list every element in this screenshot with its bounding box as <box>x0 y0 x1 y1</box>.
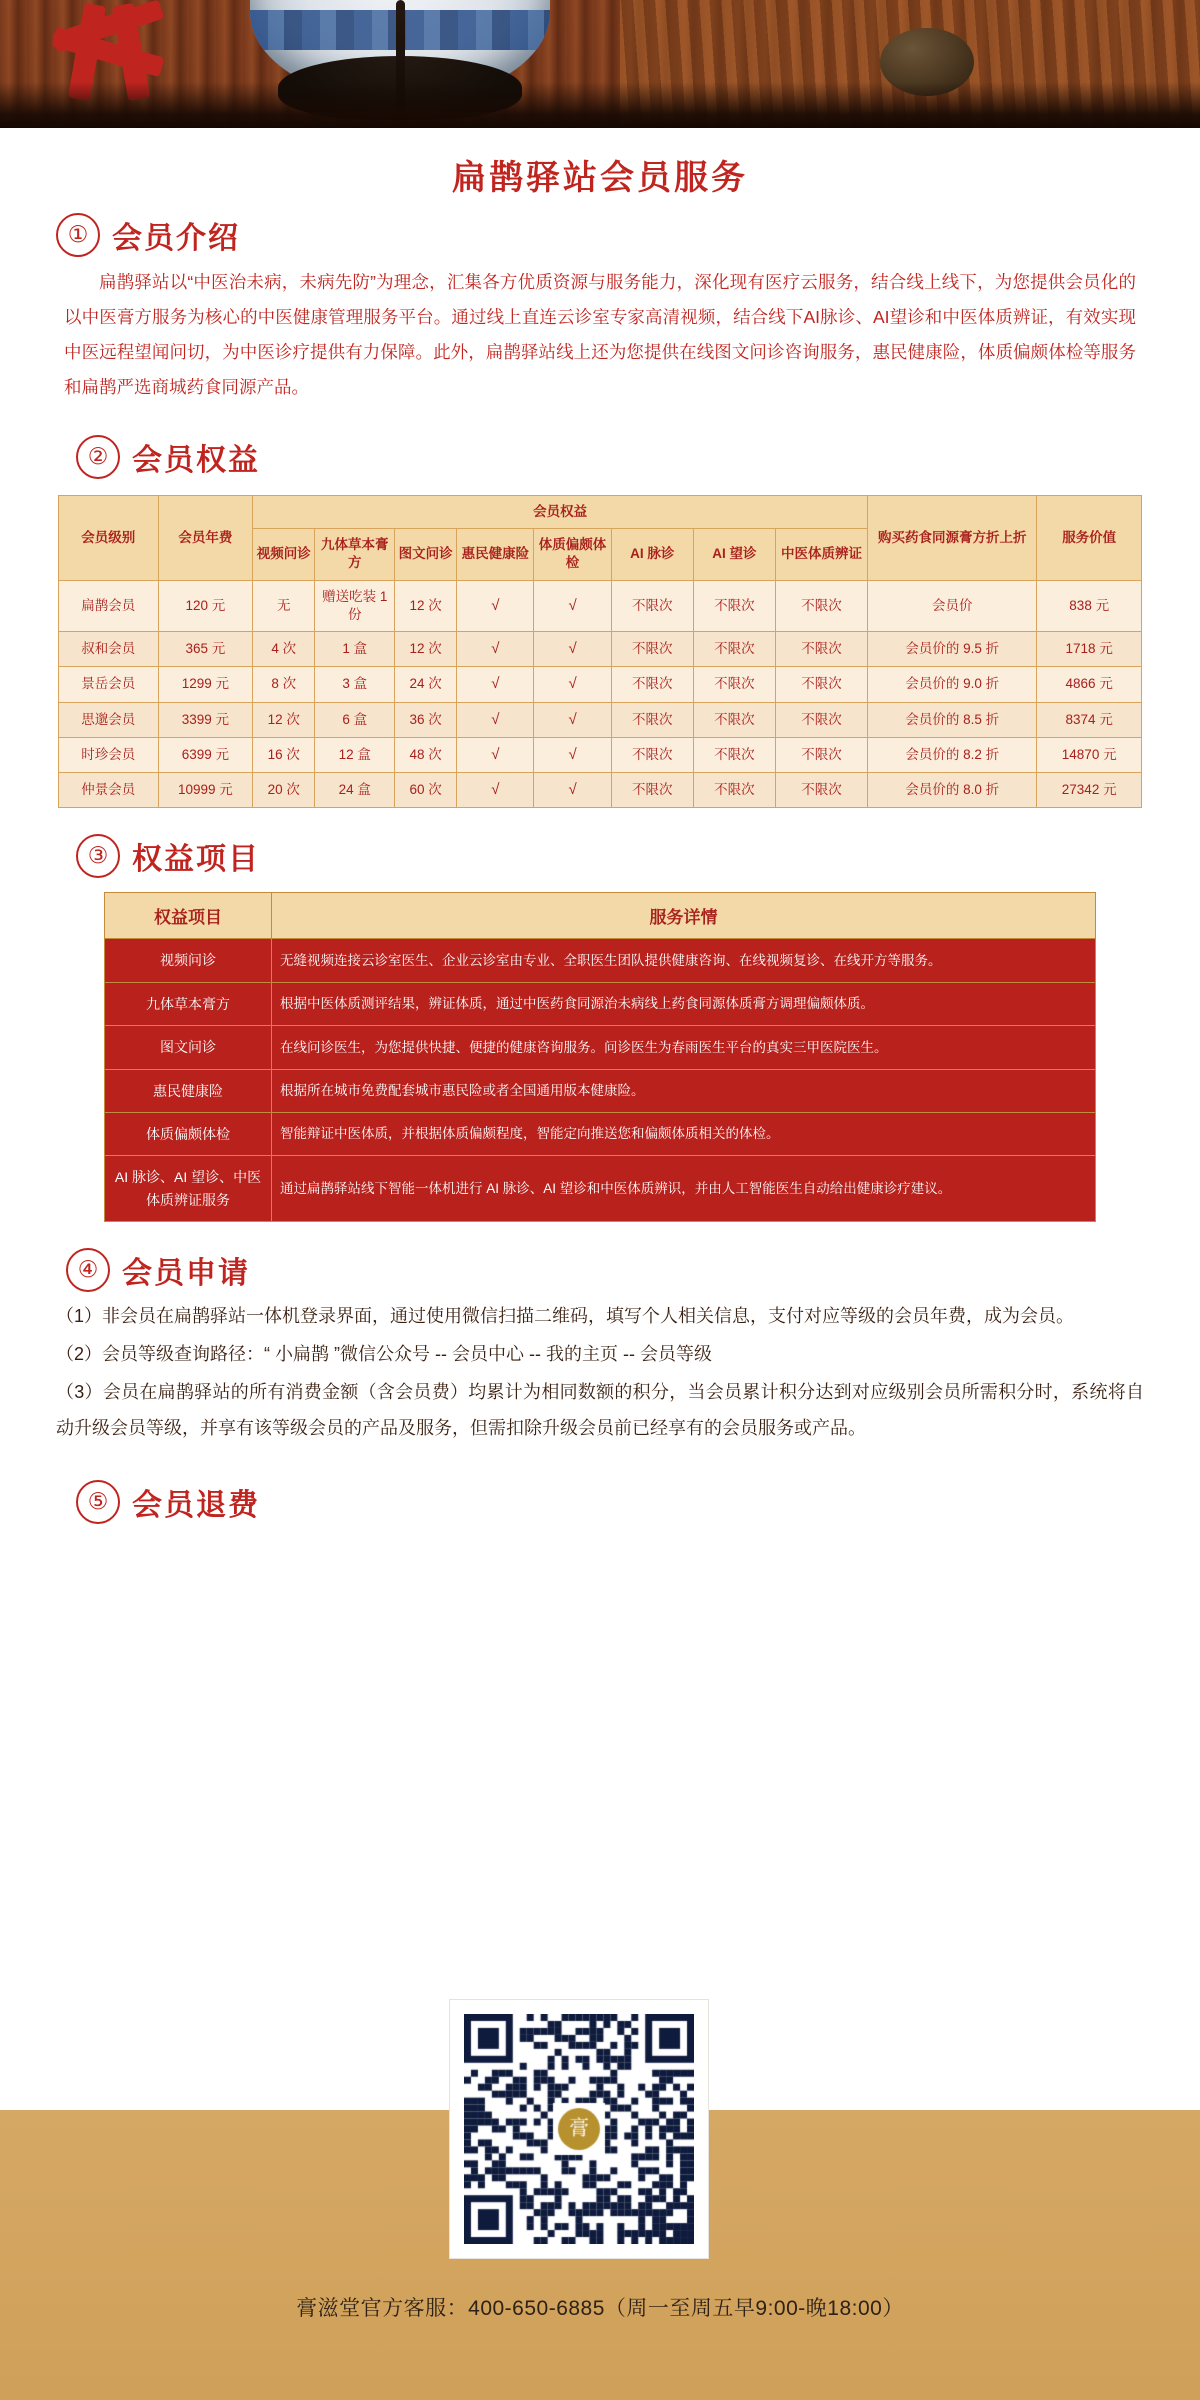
table-cell: 无 <box>253 580 315 631</box>
table-cell: 1299 元 <box>158 667 253 702</box>
table-cell: 12 次 <box>253 702 315 737</box>
table-cell: 16 次 <box>253 737 315 772</box>
table-cell: √ <box>457 773 534 808</box>
section-heading-refund <box>0 1480 1200 1524</box>
table-cell: 不限次 <box>775 667 867 702</box>
item-detail-cell: 根据中医体质测评结果，辨证体质，通过中医药食同源治未病线上药食同源体质膏方调理偏颇体质。 <box>272 982 1096 1025</box>
items-header-detail: 服务详情 <box>272 893 1096 939</box>
header-text-consult: 图文问诊 <box>395 529 457 580</box>
hero-banner <box>0 0 1200 128</box>
table-cell: 会员价的 8.5 折 <box>868 702 1037 737</box>
table-cell: 14870 元 <box>1037 737 1142 772</box>
item-detail-cell: 无缝视频连接云诊室医生、企业云诊室由专业、全职医生团队提供健康咨询、在线视频复诊、在线开方等服务。 <box>272 939 1096 982</box>
table-cell: 6399 元 <box>158 737 253 772</box>
table-cell: 4866 元 <box>1037 667 1142 702</box>
item-detail-cell: 在线问诊医生，为您提供快捷、便捷的健康咨询服务。问诊医生为春雨医生平台的真实三甲医院医生。 <box>272 1026 1096 1069</box>
table-cell: 365 元 <box>158 632 253 667</box>
table-cell: 不限次 <box>693 737 775 772</box>
item-detail-cell: 智能辩证中医体质，并根据体质偏颇程度，智能定向推送您和偏颇体质相关的体检。 <box>272 1112 1096 1155</box>
item-name-cell: 视频问诊 <box>105 939 272 982</box>
items-table-wrapper <box>104 892 1096 1222</box>
table-cell: 不限次 <box>611 702 693 737</box>
customer-service-text: 膏滋堂官方客服：400-650-6885（周一至周五早9:00-晚18:00） <box>296 2297 904 2320</box>
table-cell: √ <box>534 580 611 631</box>
table-cell: √ <box>534 667 611 702</box>
table-cell: 不限次 <box>611 773 693 808</box>
table-cell: 思邈会员 <box>59 702 159 737</box>
section-title-3: 权益项目 <box>132 843 260 877</box>
table-cell: 时珍会员 <box>59 737 159 772</box>
item-detail-cell: 通过扁鹊驿站线下智能一体机进行 AI 脉诊、AI 望诊和中医体质辨识，并由人工智能医生自动给出健康诊疗建议。 <box>272 1156 1096 1222</box>
section-heading-benefits <box>0 435 1200 479</box>
table-cell: 不限次 <box>693 632 775 667</box>
section-title-4: 会员申请 <box>122 1257 250 1291</box>
qr-code-icon[interactable] <box>464 2014 694 2244</box>
section-title-5: 会员退费 <box>132 1489 260 1523</box>
table-cell: 赠送吃装 1 份 <box>315 580 395 631</box>
items-table-head <box>105 893 1096 939</box>
table-cell: 6 盒 <box>315 702 395 737</box>
benefits-table <box>58 495 1142 808</box>
section-number-4: ④ <box>66 1248 110 1292</box>
table-row <box>105 1156 1096 1222</box>
table-cell: √ <box>457 667 534 702</box>
apply-steps-list <box>56 1298 1144 1446</box>
table-cell: 扁鹊会员 <box>59 580 159 631</box>
table-cell: 8374 元 <box>1037 702 1142 737</box>
header-discount: 购买药食同源膏方折上折 <box>868 496 1037 581</box>
page-title: 扁鹊驿站会员服务 <box>452 159 748 197</box>
table-cell: 不限次 <box>611 580 693 631</box>
table-cell: 不限次 <box>775 773 867 808</box>
header-ai-pulse: AI 脉诊 <box>611 529 693 580</box>
qr-code-box[interactable] <box>450 2000 708 2258</box>
table-row <box>59 702 1142 737</box>
header-fee: 会员年费 <box>158 496 253 581</box>
table-cell: 不限次 <box>775 737 867 772</box>
section-number-3: ③ <box>76 834 120 878</box>
item-name-cell: 体质偏颇体检 <box>105 1112 272 1155</box>
table-cell: 不限次 <box>611 667 693 702</box>
table-cell: 会员价的 8.0 折 <box>868 773 1037 808</box>
header-checkup: 体质偏颇体检 <box>534 529 611 580</box>
table-cell: 36 次 <box>395 702 457 737</box>
table-row <box>105 1069 1096 1112</box>
table-row <box>59 773 1142 808</box>
header-ai-look: AI 望诊 <box>693 529 775 580</box>
header-group-benefits: 会员权益 <box>253 496 868 529</box>
table-cell: 不限次 <box>611 737 693 772</box>
header-value: 服务价值 <box>1037 496 1142 581</box>
header-video: 视频问诊 <box>253 529 315 580</box>
table-cell: 叔和会员 <box>59 632 159 667</box>
table-cell: 1 盒 <box>315 632 395 667</box>
section-heading-apply <box>0 1248 1200 1292</box>
items-header-name: 权益项目 <box>105 893 272 939</box>
table-cell: 不限次 <box>611 632 693 667</box>
footer-band <box>0 2110 1200 2400</box>
table-row <box>105 982 1096 1025</box>
intro-paragraph: 扁鹊驿站以“中医治未病，未病先防”为理念，汇集各方优质资源与服务能力，深化现有医疗云服务，结合线上线下，为您提供会员化的以中医膏方服务为核心的中医健康管理服务平台。通过线上直连云诊室专家高清视频，结合线下AI脉诊、AI望诊和中医体质辨证，有效实现中医远程望闻问切，为中医诊疗提供有力保障。此外，扁鹊驿站线上还为您提供在线图文问诊咨询服务，惠民健康险，体质偏颇体检等服务和扁鹊严选商城药食同源产品。 <box>64 272 1136 397</box>
table-cell: 20 次 <box>253 773 315 808</box>
table-cell: 60 次 <box>395 773 457 808</box>
table-cell: 不限次 <box>775 702 867 737</box>
section-title-1: 会员介绍 <box>112 222 240 255</box>
table-cell: 会员价的 8.2 折 <box>868 737 1037 772</box>
table-cell: 不限次 <box>693 667 775 702</box>
table-cell: 8 次 <box>253 667 315 702</box>
table-cell: 会员价的 9.0 折 <box>868 667 1037 702</box>
section-number-5: ⑤ <box>76 1480 120 1524</box>
item-detail-cell: 根据所在城市免费配套城市惠民险或者全国通用版本健康险。 <box>272 1069 1096 1112</box>
header-level: 会员级别 <box>59 496 159 581</box>
table-cell: 仲景会员 <box>59 773 159 808</box>
table-cell: 景岳会员 <box>59 667 159 702</box>
item-name-cell: 惠民健康险 <box>105 1069 272 1112</box>
table-cell: 不限次 <box>693 580 775 631</box>
table-cell: 1718 元 <box>1037 632 1142 667</box>
section-number-2: ② <box>76 435 120 479</box>
apply-step: （2）会员等级查询路径：“ 小扁鹊 ”微信公众号 -- 会员中心 -- 我的主页 -- 会员等级 <box>56 1344 712 1365</box>
table-cell: √ <box>457 632 534 667</box>
table-cell: 不限次 <box>693 773 775 808</box>
header-tcm-constitution: 中医体质辨证 <box>775 529 867 580</box>
table-cell: 不限次 <box>775 632 867 667</box>
table-row <box>59 632 1142 667</box>
benefits-table-body <box>59 580 1142 808</box>
document-body <box>0 150 1200 1524</box>
benefits-table-head <box>59 496 1142 581</box>
items-table <box>104 892 1096 1222</box>
table-cell: 12 次 <box>395 580 457 631</box>
table-row <box>105 1112 1096 1155</box>
table-cell: 27342 元 <box>1037 773 1142 808</box>
apply-step: （3）会员在扁鹊驿站的所有消费金额（含会员费）均累计为相同数额的积分，当会员累计积分达到对应级别会员所需积分时，系统将自动升级会员等级，并享有该等级会员的产品及服务，但需扣除升级会员前已经享有的会员服务或产品。 <box>56 1382 1144 1439</box>
header-insurance: 惠民健康险 <box>457 529 534 580</box>
section-number-1: ① <box>56 213 100 257</box>
table-cell: √ <box>457 702 534 737</box>
table-cell: 会员价的 9.5 折 <box>868 632 1037 667</box>
item-name-cell: AI 脉诊、AI 望诊、中医体质辨证服务 <box>105 1156 272 1222</box>
section-heading-items <box>0 834 1200 878</box>
table-row <box>105 1026 1096 1069</box>
benefits-table-wrapper <box>58 495 1142 808</box>
table-cell: 不限次 <box>775 580 867 631</box>
table-cell: 120 元 <box>158 580 253 631</box>
table-cell: √ <box>534 737 611 772</box>
table-cell: 3399 元 <box>158 702 253 737</box>
table-row <box>59 737 1142 772</box>
table-cell: 10999 元 <box>158 773 253 808</box>
items-table-body <box>105 939 1096 1222</box>
table-row <box>59 667 1142 702</box>
table-cell: 会员价 <box>868 580 1037 631</box>
table-cell: 838 元 <box>1037 580 1142 631</box>
table-cell: 不限次 <box>693 702 775 737</box>
table-row <box>59 580 1142 631</box>
item-name-cell: 九体草本膏方 <box>105 982 272 1025</box>
section-heading-intro <box>0 213 1200 257</box>
table-cell: √ <box>457 737 534 772</box>
table-cell: 4 次 <box>253 632 315 667</box>
table-cell: 24 盒 <box>315 773 395 808</box>
table-cell: 12 盒 <box>315 737 395 772</box>
section-title-2: 会员权益 <box>132 444 260 477</box>
header-paste: 九体草本膏方 <box>315 529 395 580</box>
apply-step: （1）非会员在扁鹊驿站一体机登录界面，通过使用微信扫描二维码，填写个人相关信息，支付对应等级的会员年费，成为会员。 <box>56 1306 1075 1327</box>
table-cell: √ <box>457 580 534 631</box>
table-cell: 12 次 <box>395 632 457 667</box>
table-cell: 24 次 <box>395 667 457 702</box>
table-cell: 3 盒 <box>315 667 395 702</box>
table-cell: 48 次 <box>395 737 457 772</box>
benefits-group-header-row <box>59 496 1142 529</box>
table-cell: √ <box>534 632 611 667</box>
table-cell: √ <box>534 773 611 808</box>
item-name-cell: 图文问诊 <box>105 1026 272 1069</box>
hero-shadow-gradient <box>0 82 1200 128</box>
table-row <box>105 939 1096 982</box>
table-cell: √ <box>534 702 611 737</box>
